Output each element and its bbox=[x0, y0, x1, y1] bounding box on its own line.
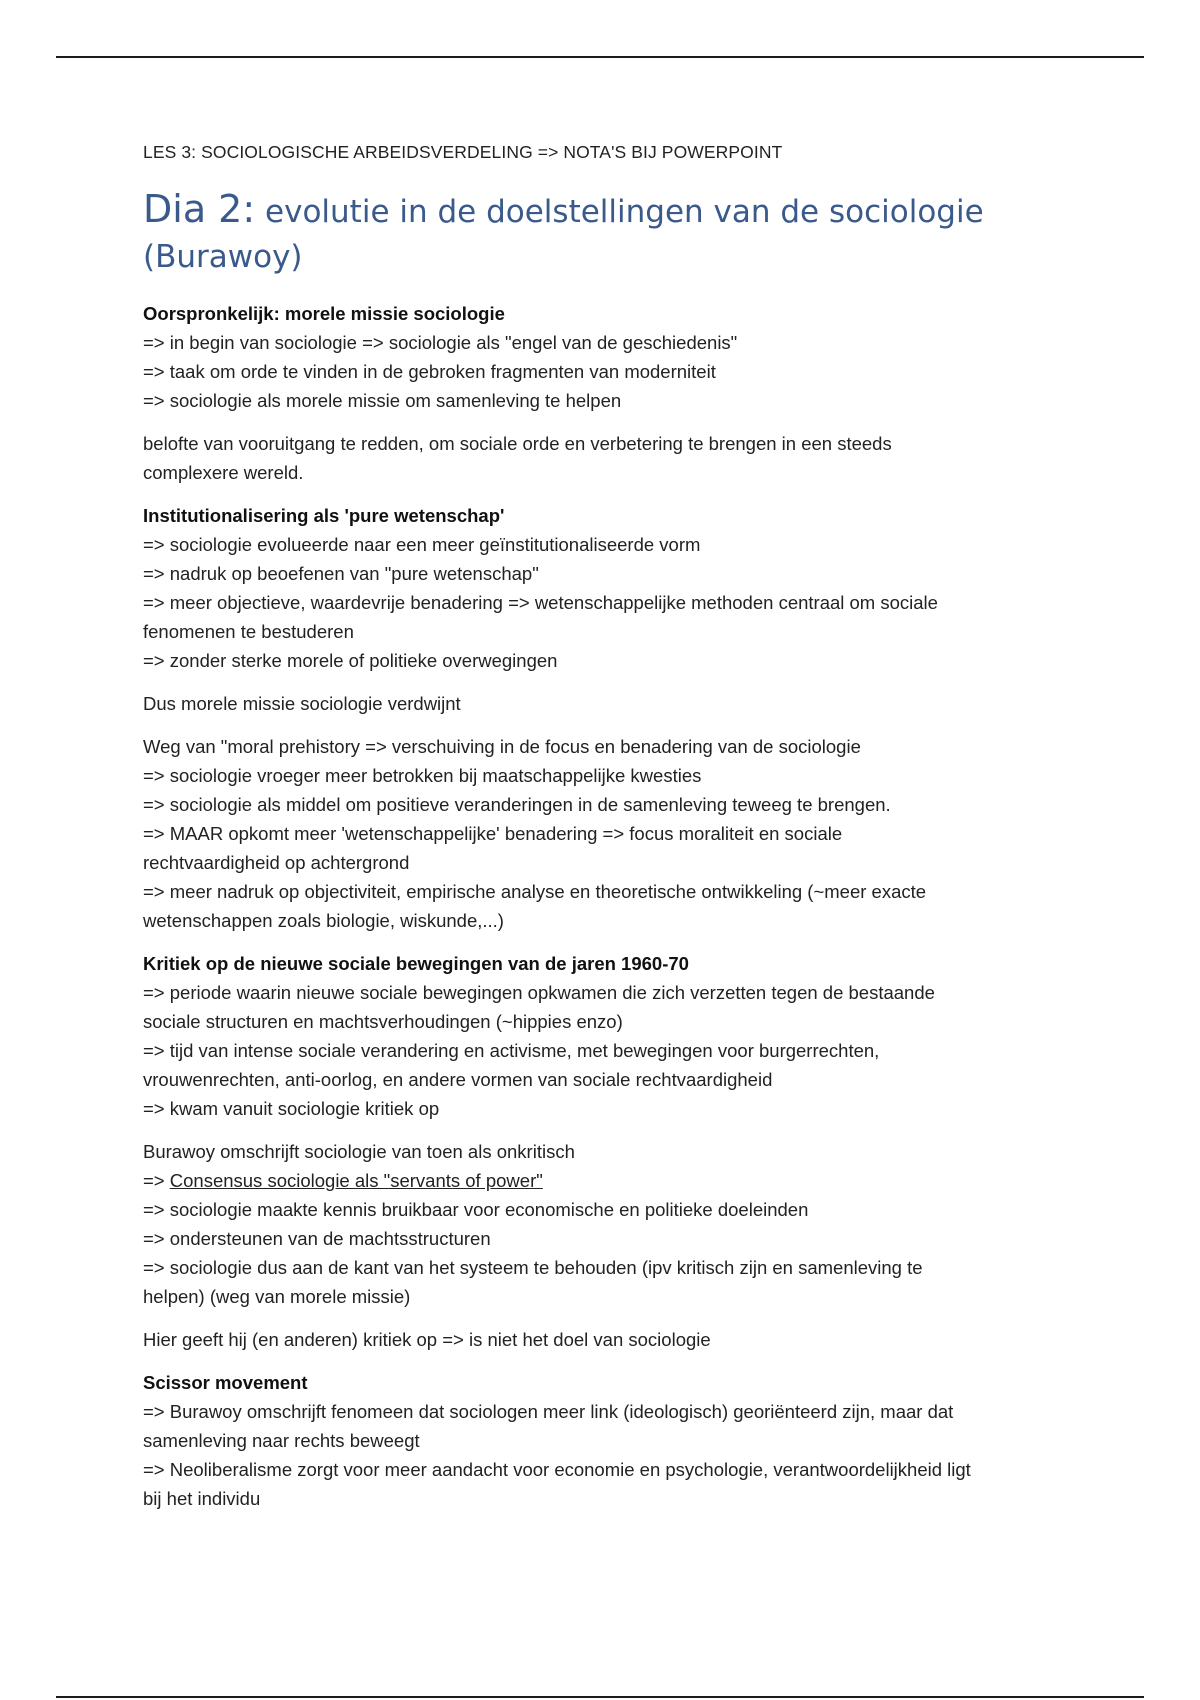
text-line: belofte van vooruitgang te redden, om sociale orde en verbetering te brengen in een steeds bbox=[143, 433, 892, 454]
section-heading: Kritiek op de nieuwe sociale bewegingen van de jaren 1960-70 bbox=[143, 953, 689, 974]
text-line: => meer objectieve, waardevrije benadering => wetenschappelijke methoden centraal om sociale bbox=[143, 592, 938, 613]
text-line: Hier geeft hij (en anderen) kritiek op => is niet het doel van sociologie bbox=[143, 1329, 711, 1350]
text-line: => sociologie evolueerde naar een meer geïnstitutionaliseerde vorm bbox=[143, 534, 701, 555]
text-line: => sociologie vroeger meer betrokken bij maatschappelijke kwesties bbox=[143, 765, 702, 786]
title-rest: evolutie in de doelstellingen van de sociologie (Burawoy) bbox=[143, 194, 984, 275]
text-line: sociale structuren en machtsverhoudingen (~hippies enzo) bbox=[143, 1011, 623, 1032]
text-line: => Neoliberalisme zorgt voor meer aandacht voor economie en psychologie, verantwoordelijkheid ligt bbox=[143, 1459, 971, 1480]
text-line: samenleving naar rechts beweegt bbox=[143, 1430, 420, 1451]
text-line bbox=[143, 1166, 1073, 1195]
text-line: => sociologie als middel om positieve veranderingen in de samenleving teweeg te brengen. bbox=[143, 794, 891, 815]
section-scissor bbox=[143, 1368, 1073, 1513]
text-line: helpen) (weg van morele missie) bbox=[143, 1286, 411, 1307]
top-rule bbox=[56, 56, 1144, 58]
arrow-prefix: => bbox=[143, 1170, 170, 1191]
text-line: => zonder sterke morele of politieke overwegingen bbox=[143, 650, 558, 671]
page-title bbox=[143, 187, 1073, 279]
text-line: complexere wereld. bbox=[143, 462, 304, 483]
paragraph-belofte bbox=[143, 429, 1073, 487]
section-heading: Oorspronkelijk: morele missie sociologie bbox=[143, 303, 505, 324]
text-line: vrouwenrechten, anti-oorlog, en andere vormen van sociale rechtvaardigheid bbox=[143, 1069, 773, 1090]
section-heading: Scissor movement bbox=[143, 1372, 308, 1393]
document-header: LES 3: SOCIOLOGISCHE ARBEIDSVERDELING => NOTA'S BIJ POWERPOINT bbox=[143, 142, 783, 162]
text-line: => sociologie maakte kennis bruikbaar voor economische en politieke doeleinden bbox=[143, 1199, 809, 1220]
text-line: => meer nadruk op objectiviteit, empirische analyse en theoretische ontwikkeling (~meer exacte bbox=[143, 881, 927, 902]
title-dia: Dia 2: bbox=[143, 187, 256, 231]
section-oorspronkelijk bbox=[143, 299, 1073, 415]
text-line: => nadruk op beoefenen van "pure wetenschap" bbox=[143, 563, 539, 584]
paragraph-moral-prehistory bbox=[143, 732, 1073, 935]
text-line: => sociologie als morele missie om samenleving te helpen bbox=[143, 390, 622, 411]
text-line: wetenschappen zoals biologie, wiskunde,...) bbox=[143, 910, 504, 931]
text-line: => taak om orde te vinden in de gebroken fragmenten van moderniteit bbox=[143, 361, 716, 382]
text-line: => tijd van intense sociale verandering en activisme, met bewegingen voor burgerrechten, bbox=[143, 1040, 880, 1061]
text-line: => Burawoy omschrijft fenomeen dat sociologen meer link (ideologisch) georiënteerd zijn, maar dat bbox=[143, 1401, 954, 1422]
paragraph-dus bbox=[143, 689, 1073, 718]
text-line: Weg van "moral prehistory => verschuiving in de focus en benadering van de sociologie bbox=[143, 736, 861, 757]
text-line: => in begin van sociologie => sociologie als "engel van de geschiedenis" bbox=[143, 332, 738, 353]
section-institutionalisering bbox=[143, 501, 1073, 675]
text-line: => periode waarin nieuwe sociale bewegingen opkwamen die zich verzetten tegen de bestaande bbox=[143, 982, 935, 1003]
text-line: => sociologie dus aan de kant van het systeem te behouden (ipv kritisch zijn en samenleving te bbox=[143, 1257, 923, 1278]
paragraph-hier bbox=[143, 1325, 1073, 1354]
text-line: bij het individu bbox=[143, 1488, 261, 1509]
section-heading: Institutionalisering als 'pure wetenschap' bbox=[143, 505, 505, 526]
bottom-rule bbox=[56, 1696, 1144, 1698]
text-line: => kwam vanuit sociologie kritiek op bbox=[143, 1098, 440, 1119]
text-line: => MAAR opkomt meer 'wetenschappelijke' benadering => focus moraliteit en sociale bbox=[143, 823, 843, 844]
text-line: rechtvaardigheid op achtergrond bbox=[143, 852, 410, 873]
underlined-phrase: Consensus sociologie als "servants of power" bbox=[169, 1170, 543, 1191]
document-body bbox=[143, 142, 1073, 1527]
text-line: fenomenen te bestuderen bbox=[143, 621, 354, 642]
section-kritiek bbox=[143, 949, 1073, 1123]
text-line: Burawoy omschrijft sociologie van toen als onkritisch bbox=[143, 1141, 575, 1162]
paragraph-burawoy bbox=[143, 1137, 1073, 1311]
text-line: => ondersteunen van de machtsstructuren bbox=[143, 1228, 491, 1249]
text-line: Dus morele missie sociologie verdwijnt bbox=[143, 693, 461, 714]
